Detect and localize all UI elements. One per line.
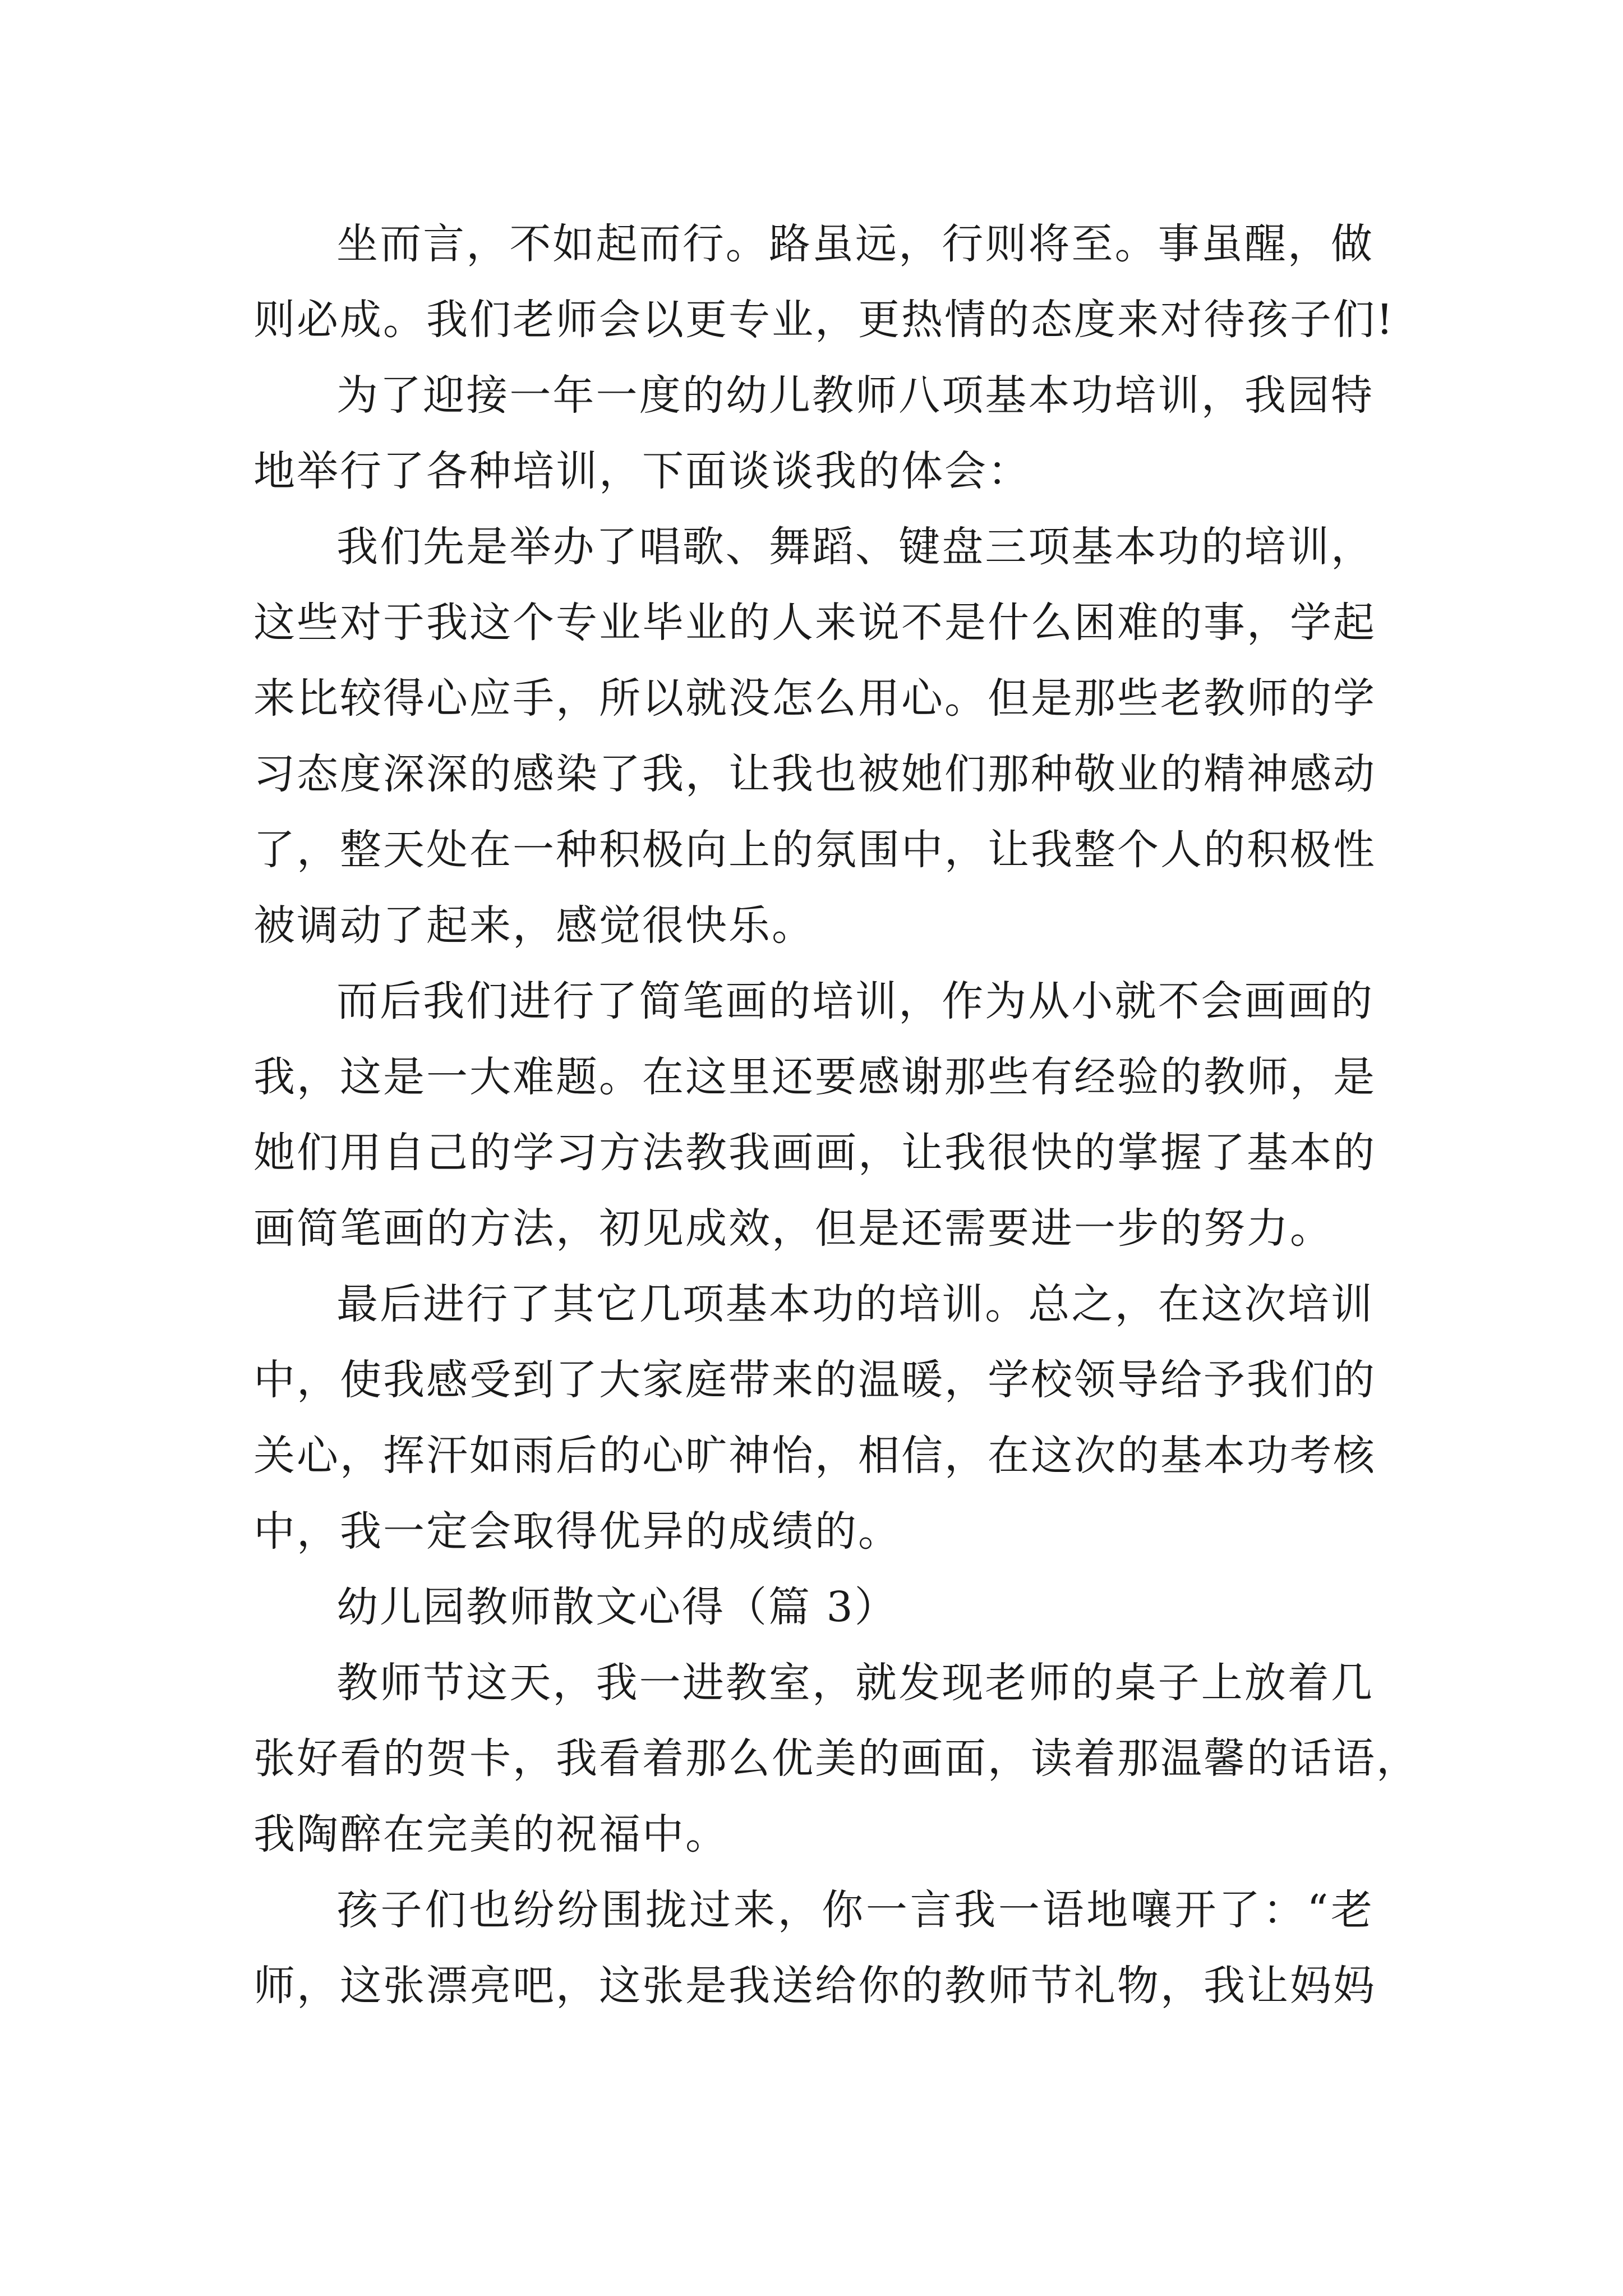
text-line: 我陶醉在完美的祝福中。 (253, 1810, 728, 1858)
text-line: 则必成。我们老师会以更专业，更热情的态度来对待孩子们! (253, 296, 1395, 344)
paragraph-8 (253, 1872, 1374, 2024)
paragraph-1 (253, 206, 1395, 358)
text-line: 我们先是举办了唱歌、舞蹈、键盘三项基本功的培训， (336, 523, 1374, 571)
text-line: 最后进行了其它几项基本功的培训。总之，在这次培训 (336, 1280, 1374, 1328)
paragraph-4 (253, 964, 1374, 1267)
paragraph-3 (253, 509, 1374, 964)
text-line: 师，这张漂亮吧，这张是我送给你的教师节礼物，我让妈妈 (253, 1962, 1376, 2010)
text-line: 而后我们进行了简笔画的培训，作为从小就不会画画的 (336, 977, 1374, 1025)
text-line: 教师节这天，我一进教室，就发现老师的桌子上放着几 (336, 1659, 1374, 1707)
text-line: 中，使我感受到了大家庭带来的温暖，学校领导给予我们的 (253, 1356, 1376, 1404)
text-line: 她们用自己的学习方法教我画画，让我很快的掌握了基本的 (253, 1129, 1376, 1177)
text-line: 为了迎接一年一度的幼儿教师八项基本功培训，我园特 (336, 371, 1374, 420)
text-line: 关心，挥汗如雨后的心旷神怡，相信，在这次的基本功考核 (253, 1432, 1376, 1480)
text-line: 这些对于我这个专业毕业的人来说不是什么困难的事，学起 (253, 599, 1376, 647)
text-line: 中，我一定会取得优异的成绩的。 (253, 1507, 901, 1556)
text-line: 被调动了起来，感觉很快乐。 (253, 901, 815, 950)
text-line: 地举行了各种培训，下面谈谈我的体会： (253, 447, 1031, 495)
text-line: 了，整天处在一种积极向上的氛围中，让我整个人的积极性 (253, 826, 1376, 874)
document-body (253, 206, 1419, 2024)
section-heading (253, 1570, 1374, 1645)
text-line: 习态度深深的感染了我，让我也被她们那种敬业的精神感动 (253, 750, 1376, 798)
text-line: 坐而言，不如起而行。路虽远，行则将至。事虽醒，做 (336, 220, 1374, 268)
text-line: 来比较得心应手，所以就没怎么用心。但是那些老教师的学 (253, 674, 1376, 723)
paragraph-2 (253, 358, 1374, 509)
paragraph-7 (253, 1645, 1419, 1872)
text-line: 孩子们也纷纷围拢过来，你一言我一语地嚷开了：“老 (336, 1886, 1374, 1934)
text-line: 张好看的贺卡，我看着那么优美的画面，读着那温馨的话语， (253, 1734, 1419, 1783)
text-line: 我，这是一大难题。在这里还要感谢那些有经验的教师，是 (253, 1053, 1376, 1101)
section-title: 幼儿园教师散文心得（篇 3） (336, 1583, 898, 1631)
text-line: 画简笔画的方法，初见成效，但是还需要进一步的努力。 (253, 1204, 1333, 1253)
paragraph-5 (253, 1267, 1374, 1570)
